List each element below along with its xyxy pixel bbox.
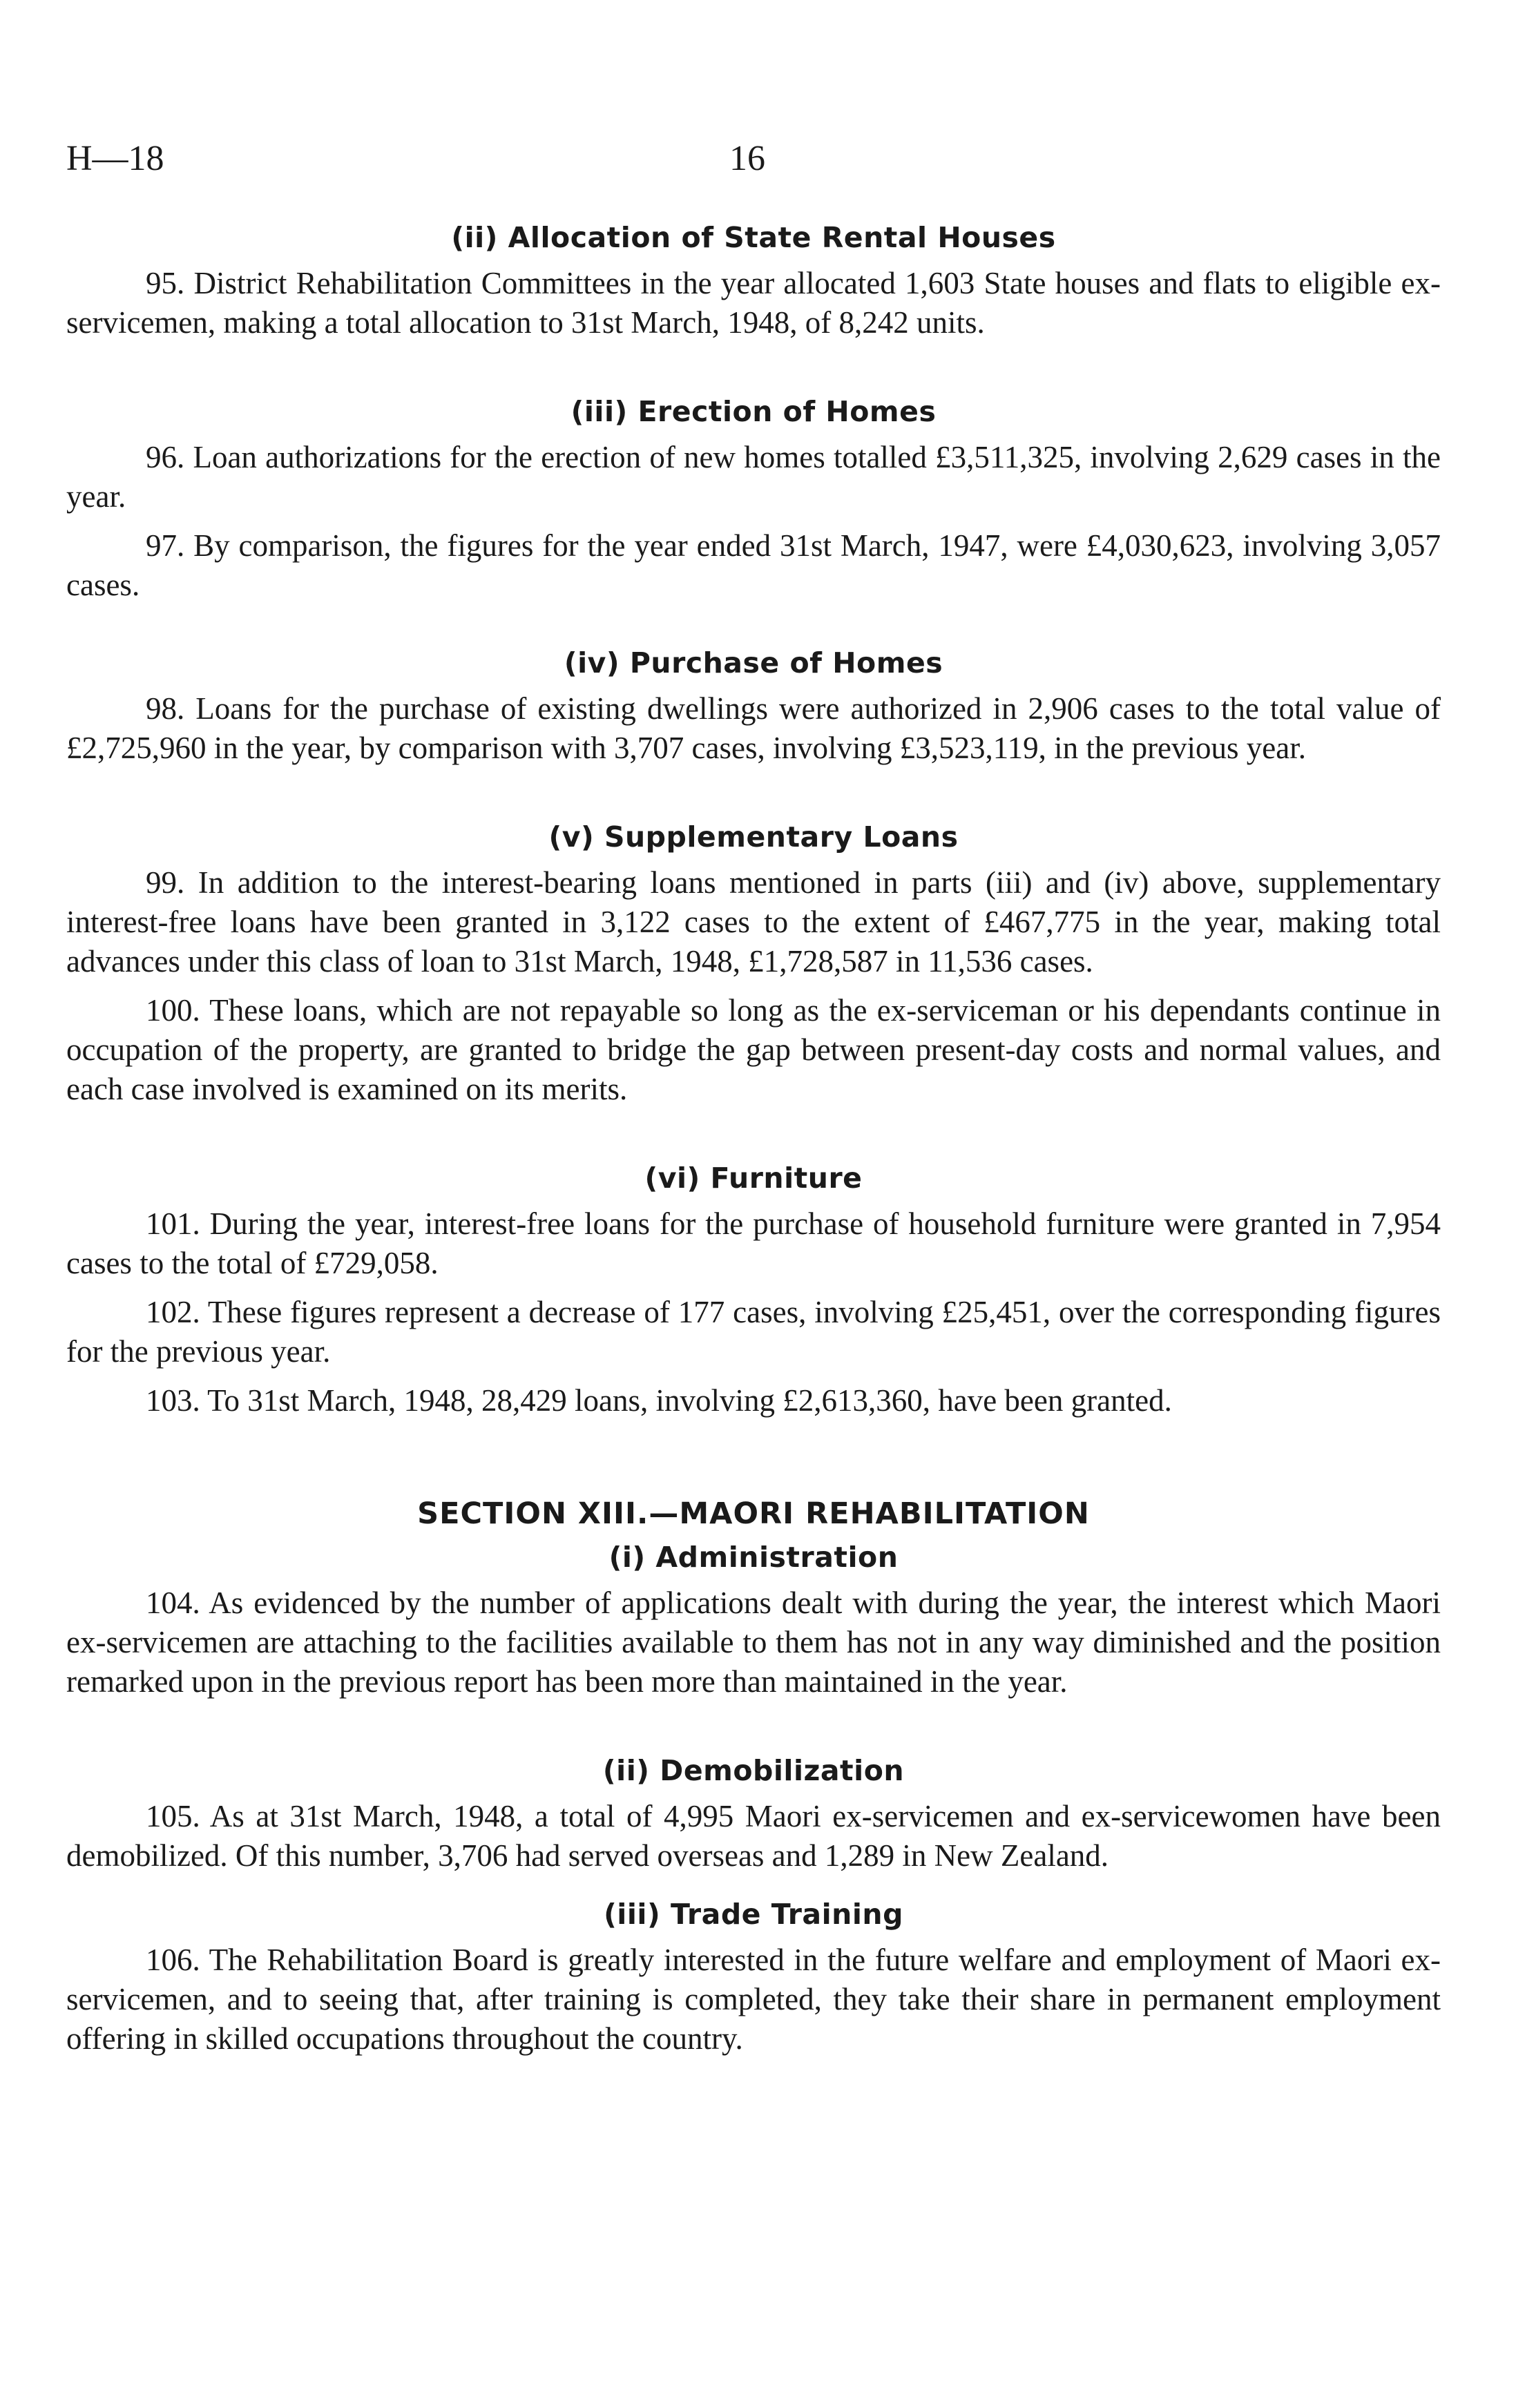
section-heading-maori-rehabilitation: SECTION XIII.—MAORI REHABILITATION xyxy=(417,1496,1090,1531)
heading-furniture: (vi) Furniture xyxy=(644,1162,863,1195)
heading-supplementary-loans: (v) Supplementary Loans xyxy=(548,820,959,854)
paragraph-99: 99. In addition to the interest-bearing loans mentioned in parts (iii) and (iv) above, supplementary interest-free loans have been granted in 3,122 cases to the extent of £467,775 in the year, making total advances under this class of loan to 31st March, 1948, £1,728,587 in 11,536 cases. xyxy=(66,865,1441,979)
paragraph-100: 100. These loans, which are not repayable so long as the ex-serviceman or his dependants continue in occupation of the property, are granted to bridge the gap between present-day costs and normal values, and each case involved is examined on its merits. xyxy=(66,993,1441,1106)
paragraph-96: 96. Loan authorizations for the erection of new homes totalled £3,511,325, involving 2,629 cases in the year. xyxy=(66,440,1441,514)
paragraph-102: 102. These figures represent a decrease of 177 cases, involving £25,451, over the corresponding figures for the previous year. xyxy=(66,1295,1441,1369)
paragraph-97: 97. By comparison, the figures for the year ended 31st March, 1947, were £4,030,623, involving 3,057 cases. xyxy=(66,528,1441,602)
paragraph-103: 103. To 31st March, 1948, 28,429 loans, involving £2,613,360, have been granted. xyxy=(146,1383,1172,1418)
heading-trade-training: (iii) Trade Training xyxy=(604,1898,903,1931)
paragraph-101: 101. During the year, interest-free loans for the purchase of household furniture were granted in 7,954 cases to the total of £729,058. xyxy=(66,1206,1441,1280)
heading-erection-of-homes: (iii) Erection of Homes xyxy=(570,395,937,428)
paragraph-98: 98. Loans for the purchase of existing dwellings were authorized in 2,906 cases to the total value of £2,725,960 in the year, by comparison with 3,707 cases, involving £3,523,119, in the previous year. xyxy=(66,691,1441,765)
document-reference: H—18 xyxy=(66,139,164,178)
page-header xyxy=(66,138,1448,186)
heading-purchase-of-homes: (iv) Purchase of Homes xyxy=(564,646,943,680)
heading-state-rental-houses: (ii) Allocation of State Rental Houses xyxy=(451,221,1056,254)
heading-demobilization: (ii) Demobilization xyxy=(602,1754,905,1787)
paragraph-105: 105. As at 31st March, 1948, a total of 4,995 Maori ex-servicemen and ex-servicewomen have been demobilized. Of this number, 3,706 had served overseas and 1,289 in New Zealand. xyxy=(66,1799,1441,1873)
page-number: 16 xyxy=(729,139,765,178)
page-body xyxy=(66,221,1441,2068)
heading-administration: (i) Administration xyxy=(608,1541,899,1574)
paragraph-95: 95. District Rehabilitation Committees in the year allocated 1,603 State houses and flats to eligible ex-servicemen, making a total allocation to 31st March, 1948, of 8,242 units. xyxy=(66,266,1441,340)
paragraph-106: 106. The Rehabilitation Board is greatly interested in the future welfare and employment of Maori ex-servicemen, and to seeing that, after training is completed, they take their share in permanent employment offering in skilled occupations throughout the country. xyxy=(66,1943,1441,2056)
paragraph-104: 104. As evidenced by the number of applications dealt with during the year, the interest which Maori ex-servicemen are attaching to the facilities available to them has not in any way diminished and the position remarked upon in the previous report has been more than maintained in the year. xyxy=(66,1586,1441,1699)
